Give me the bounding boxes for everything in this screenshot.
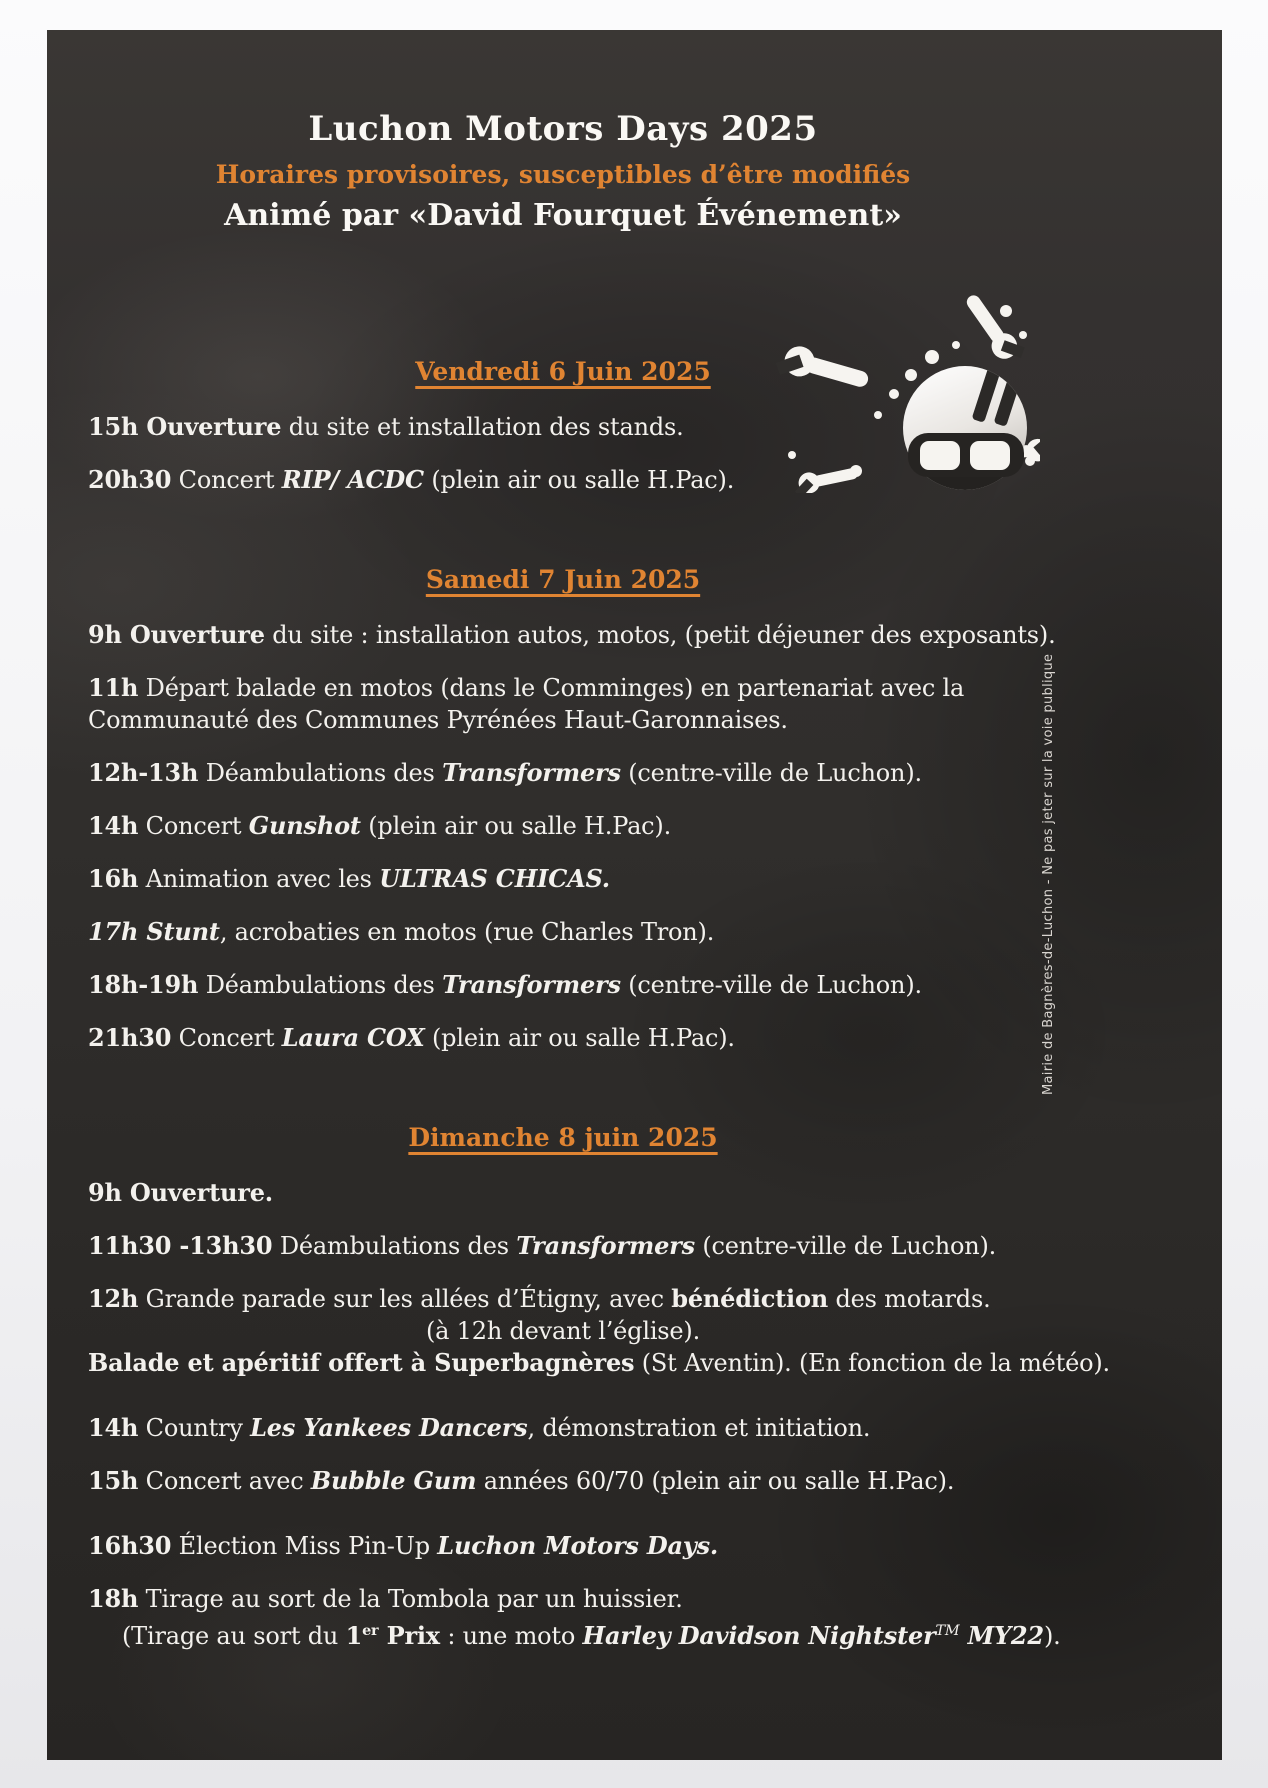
poster-subtitle: Horaires provisoires, susceptibles d’être modifiés — [215, 160, 911, 189]
poster-header — [88, 106, 1038, 236]
event-line — [88, 1465, 1038, 1497]
event — [88, 810, 1038, 842]
event-text: (centre-ville de Luchon). — [620, 759, 922, 787]
event-text: 15h Ouverture — [88, 412, 282, 441]
event-text: 16h — [88, 864, 139, 893]
event-text: RIP/ ACDC — [281, 465, 424, 494]
event-text: 9h Ouverture — [88, 620, 265, 649]
event-line — [88, 704, 1038, 736]
event-text: Élection Miss Pin-Up — [171, 1532, 438, 1560]
event-text: bénédiction — [671, 1284, 829, 1313]
event-text: (à 12h devant l’église). — [425, 1317, 701, 1345]
event-text: 11h30 -13h30 — [88, 1231, 273, 1260]
event-text: Luchon Motors Days. — [437, 1531, 719, 1560]
event-text: Départ balade en motos (dans le Comminges) en partenariat avec la — [138, 674, 965, 702]
event-text: 16h30 — [88, 1531, 172, 1560]
event-text: Déambulations des — [272, 1232, 517, 1260]
event-text: 20h30 — [88, 465, 172, 494]
event — [88, 1022, 1038, 1054]
event-text: Grande parade sur les allées d’Étigny, avec — [138, 1285, 672, 1313]
event-text: (plein air ou salle H.Pac). — [423, 466, 735, 494]
day-heading: Vendredi 6 Juin 2025 — [415, 357, 711, 386]
event-text: Gunshot — [248, 811, 361, 840]
event-text: du site : installation autos, motos, (petit déjeuner des exposants). — [264, 621, 1056, 649]
event-text: 9h Ouverture. — [88, 1178, 273, 1207]
event-text: 14h — [88, 1413, 139, 1442]
event-line — [88, 1615, 1061, 1652]
event-text: 15h — [88, 1466, 139, 1495]
event-text: Concert — [171, 466, 282, 494]
event-text: Transformers — [442, 970, 621, 999]
event-text: 11h — [88, 673, 139, 702]
event-text: : une moto — [439, 1622, 583, 1650]
event-text: Déambulations des — [198, 971, 443, 999]
event-line — [88, 672, 1038, 704]
event-line — [88, 1347, 1110, 1379]
event — [88, 1530, 1038, 1562]
event-text: 1 — [345, 1621, 363, 1650]
event-line — [88, 1530, 1038, 1562]
day-heading: Samedi 7 Juin 2025 — [425, 565, 701, 594]
event-line — [88, 1315, 1038, 1347]
event-text: ULTRAS CHICAS. — [379, 864, 610, 893]
event-text: , acrobaties en motos (rue Charles Tron). — [219, 918, 715, 946]
event-line — [88, 810, 1038, 842]
event-text: 12h-13h — [88, 758, 199, 787]
event — [88, 916, 1038, 948]
event-text: (centre-ville de Luchon). — [694, 1232, 997, 1260]
event-text: (plein air ou salle H.Pac). — [424, 1024, 735, 1052]
event-line — [88, 916, 1038, 948]
event-line — [88, 1022, 1038, 1054]
event-text: Les Yankees Dancers — [250, 1413, 528, 1442]
event-text: Country — [138, 1414, 251, 1442]
event-line — [88, 464, 1038, 496]
event-text: Animation avec les — [138, 865, 380, 893]
event-line — [88, 1230, 1038, 1262]
event-text: Transformers — [442, 758, 621, 787]
event-line — [88, 1412, 1038, 1444]
event-text: (Tirage au sort du — [122, 1622, 346, 1650]
event — [88, 464, 1038, 496]
event-text: 18h-19h — [88, 970, 199, 999]
event — [88, 1177, 1038, 1209]
event-text: 18h — [88, 1584, 139, 1613]
event-text: 12h — [88, 1284, 139, 1313]
day-heading: Dimanche 8 juin 2025 — [408, 1123, 718, 1152]
event-text: 14h — [88, 811, 139, 840]
side-note: Mairie de Bagnères-de-Luchon - Ne pas jeter sur la voie publique — [1041, 653, 1056, 1095]
event-text: Balade et apéritif offert à Superbagnères — [88, 1348, 635, 1377]
event-text: , démonstration et initiation. — [527, 1414, 871, 1442]
event-line — [88, 1283, 1038, 1315]
event-text: (St Aventin). (En fonction de la météo). — [634, 1349, 1110, 1377]
event-text: Transformers — [516, 1231, 695, 1260]
event-text: Déambulations des — [198, 759, 443, 787]
event — [88, 1465, 1038, 1497]
event-text: Bubble Gum — [310, 1466, 477, 1495]
event-text: Communauté des Communes Pyrénées Haut-Garonnaises. — [88, 706, 788, 734]
event-text: TM — [935, 1623, 960, 1639]
event — [88, 619, 1056, 651]
event-text: (plein air ou salle H.Pac). — [360, 812, 672, 840]
event-text: Tirage au sort de la Tombola par un huissier. — [138, 1585, 683, 1613]
day-section — [88, 1120, 1110, 1652]
event-text: Prix — [378, 1621, 440, 1650]
event-line — [88, 969, 1038, 1001]
event-text: Concert avec — [138, 1467, 311, 1495]
event-text: (centre-ville de Luchon). — [620, 971, 922, 999]
event — [88, 1583, 1061, 1652]
event-line — [88, 757, 1038, 789]
event-line — [88, 1177, 1038, 1209]
day-section — [88, 354, 1038, 496]
event-text: Concert — [138, 812, 249, 840]
event — [88, 411, 1038, 443]
event-text: années 60/70 (plein air ou salle H.Pac). — [476, 1467, 955, 1495]
event-text: Laura COX — [281, 1023, 425, 1052]
event-text: Harley Davidson Nightster — [582, 1621, 936, 1650]
event-text: ). — [1043, 1622, 1061, 1650]
event-text: des motards. — [828, 1285, 991, 1313]
event — [88, 969, 1038, 1001]
event-line — [88, 863, 1038, 895]
event-line — [88, 619, 1056, 651]
poster-animator: Animé par «David Fourquet Événement» — [224, 198, 902, 233]
event — [88, 1412, 1038, 1444]
event — [88, 863, 1038, 895]
event-text: du site et installation des stands. — [281, 413, 684, 441]
poster — [47, 30, 1222, 1760]
event-text: er — [362, 1622, 379, 1639]
event — [88, 757, 1038, 789]
event-line — [88, 1583, 1038, 1615]
event-line — [88, 411, 1038, 443]
event — [88, 1230, 1038, 1262]
event-text: Concert — [171, 1024, 282, 1052]
poster-title: Luchon Motors Days 2025 — [308, 109, 818, 149]
event — [88, 672, 1038, 736]
event-text: 17h Stunt — [88, 917, 220, 946]
event-text: MY22 — [959, 1621, 1044, 1650]
event-text: 21h30 — [88, 1023, 172, 1052]
event — [88, 1283, 1110, 1379]
